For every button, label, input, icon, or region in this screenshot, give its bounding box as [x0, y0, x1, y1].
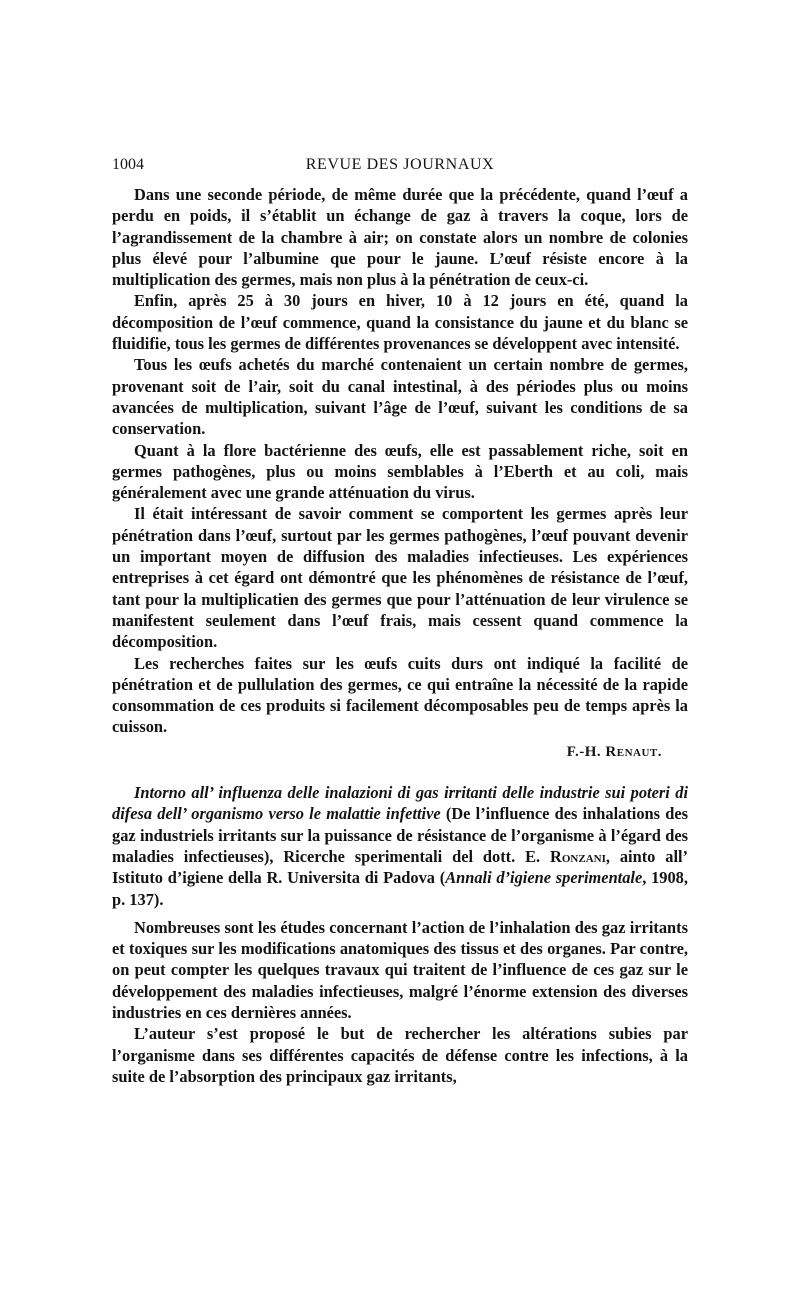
paragraph: Dans une seconde période, de même durée que la précédente, quand l’œuf a perdu en poids, il s’établit un échange de gaz à travers la coque, lors de l’agrandissement de la chambre à air; on constate alors un nombre de colonies plus élevé pour l’albumine que pour le jaune. L’œuf résiste encore à la multiplication des germes, mais non plus à la pénétration de ceux-ci. [112, 185, 688, 290]
paragraph: Tous les œufs achetés du marché contenaient un certain nombre de germes, provenant soit de l’air, soit du canal intestinal, à des périodes plus ou moins avancées de multiplication, suivant l’âge de l’œuf, suivant les conditions de sa conservation. [112, 355, 688, 439]
section-divider [112, 763, 688, 782]
title-translation: (De l’influence des inhalations des gaz industriels irritants sur la puissance de résistance de l’organisme à l’égard des maladies infectieuses), Ricerche sperimentali del dott. E. [112, 804, 689, 866]
author-affiliation: , ainto all’ Istituto d’igiene della R. Universita di Padova ( [112, 846, 689, 888]
paragraph: Les recherches faites sur les œufs cuits durs ont indiqué la facilité de pénétration et de pullulation des germes, ce qui entraîne la nécessité de la rapide consommation de ces produits si facilement décomposables peu de temps après la cuisson. [112, 653, 688, 737]
running-header [112, 154, 688, 176]
page-number: 1004 [112, 156, 144, 173]
paragraph: Quant à la flore bactérienne des œufs, elle est passablement riche, soit en germes pathogènes, plus ou moins semblables à l’Eberth et au coli, mais généralement avec une grande atténuation du virus. [112, 440, 688, 503]
bibliographic-entry [112, 782, 688, 910]
document-page [112, 154, 688, 1087]
author-signature [112, 742, 662, 763]
citation-end: , 1908, p. 137). [112, 868, 688, 909]
article-2 [112, 782, 688, 1087]
paragraph: Enfin, après 25 à 30 jours en hiver, 10 à 12 jours en été, quand la décomposition de l’œuf commence, quand la consistance du jaune et du blanc se fluidifie, tous les germes de différentes provenances se développent avec intensité. [112, 291, 688, 354]
article-1 [112, 184, 688, 763]
italian-title: Intorno all’ influenza delle inalazioni di gas irritanti delle industrie sui poteri di difesa dell’ organismo verso le malattie infettive [112, 783, 688, 824]
paragraph: Nombreuses sont les études concernant l’action de l’inhalation des gaz irritants et toxiques sur les modifications anatomiques des tissus et des organes. Par contre, on peut compter les quelques travaux qui traitent de l’influence de ces gaz sur le développement des maladies infectieuses, malgré l’énorme extension des diverses industries en ces dernières années. [112, 917, 688, 1022]
paragraph: Il était intéressant de savoir comment se comportent les germes après leur pénétration dans l’œuf, surtout par les germes pathogènes, l’œuf pouvant devenir un important moyen de diffusion des maladies infectieuses. Les expériences entreprises à cet égard ont démontré que les phénomènes de résistance de l’œuf, tant pour la multiplicatien des germes que pour l’atténuation de leur virulence se manifestent seulement dans l’œuf frais, mais cessent quand commence la décomposition. [112, 504, 688, 652]
journal-name: Annali d’igiene sperimentale [445, 868, 643, 888]
author-name: Ronzani [550, 846, 606, 866]
journal-title: REVUE DES JOURNAUX [305, 156, 495, 173]
paragraph: L’auteur s’est proposé le but de rechercher les altérations subies par l’organisme dans ses différentes capacités de défense contre les infections, à la suite de l’absorption des principaux gaz irritants, [112, 1024, 688, 1086]
signature-initials: F.-H. [566, 743, 606, 760]
signature-name: Renaut. [605, 743, 662, 760]
